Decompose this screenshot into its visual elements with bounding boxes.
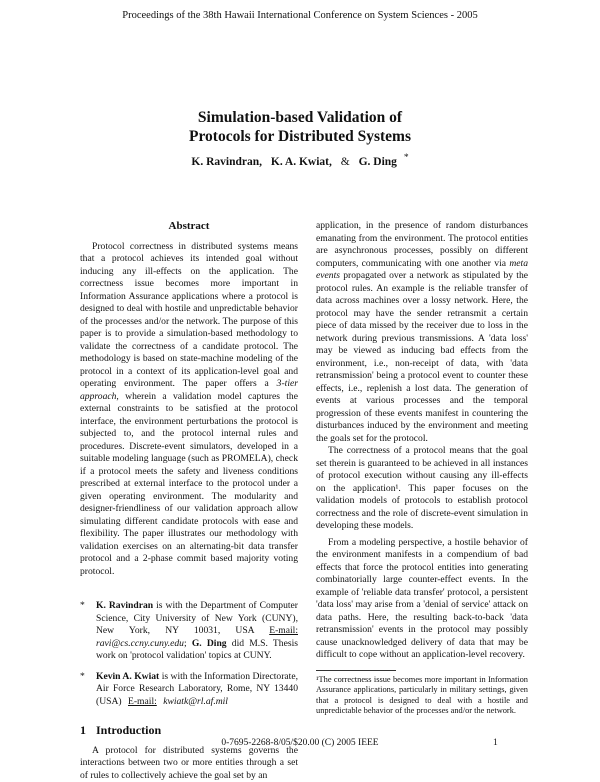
- isbn-footer: 0-7695-2268-8/05/$20.00 (C) 2005 IEEE: [0, 738, 600, 748]
- right-paragraph-2: The correctness of a protocol means that the goal set therein is guaranteed to be achieved in all instances of protocol execution without causing any ill-effects on the application¹. This paper focuses on the validation models of protocols to establish protocol correctness and the role of discrete-event simulation in developing these models.: [316, 445, 528, 533]
- author-kwiat: K. A. Kwiat,: [271, 156, 332, 168]
- left-column: [80, 220, 298, 782]
- page-number: 1: [493, 738, 498, 748]
- footnote: ¹The correctness issue becomes more important in Information Assurance applications, particularly in military settings, given that a protocol is designed to deal with a hostile and unpredictable behavior of the processes and/or the network.: [316, 675, 528, 717]
- title-line-1: Simulation-based Validation of: [0, 108, 600, 127]
- affiliation-star: *: [80, 671, 96, 709]
- abstract-paragraph: Protocol correctness in distributed systems means that a protocol achieves its intended goal without inducing any ill-effects on the application. The correctness issue becomes more important in Information Assurance applications where a protocol is designed to deal with hostile and unpredictable behavior of the processes and/or the network. The purpose of this paper is to provide a simulation-based methodology to validate the correctness of a candidate protocol. The methodology is based on state-machine modeling of the protocol in a context of its application-level goal and operating environment. The paper offers a 3-tier approach, wherein a validation model captures the external constraints to be satisfied at the protocol interface, the environment perturbations the protocol is subjected to, and the protocol internal rules and procedures. Discrete-event simulators, developed in a suitable modeling language (such as PROMELA), check if a protocol meets the safety and liveness conditions prescribed at external interface to the protocol under a given operating environment. The modularity and designer-friendliness of our validation approach allow simulating different candidate protocols with ease and flexibility. The paper illustrates our methodology with validation exercises on an alternating-bit data transfer protocol and a 2-phase commit based majority voting protocol.: [80, 241, 298, 579]
- author-ding: G. Ding: [359, 156, 397, 168]
- email-label: E-mail:: [269, 625, 298, 636]
- affiliation-text: K. Ravindran is with the Department of Computer Science, City University of New York (CUNY), New York, NY 10031, USA E-mail: ravi@cs.ccny.cuny.edu; G. Ding did M.S. Thesis work on 'protocol validation' topics at CUNY.: [96, 600, 298, 663]
- section-number: 1: [80, 723, 86, 737]
- right-paragraph-1: application, in the presence of random disturbances emanating from the environment. The protocol entities are asynchronous processes, possibly on different computers, communicating with one another via meta events propagated over a network as stipulated by the protocol rules. An example is the reliable transfer of data across machines over a lossy network. Here, the protocol may have the sender retransmit a certain piece of data missed by the receiver due to loss in the network during previous transmissions. A 'data loss' may be viewed as inducing bad effects from the environment, i.e., non-receipt of data, with 'data retransmission' being a protocol event to counter these effects, i.e., replenish a lost data. The generation of events at various processes and the temporal progression of these events manifest in countering the disturbances induced by the environment and meeting the goals set for the protocol.: [316, 220, 528, 445]
- abstract-heading: Abstract: [80, 220, 298, 233]
- email-label: E-mail:: [128, 696, 157, 707]
- abstract-emphasis: 3-tier approach: [80, 378, 298, 402]
- affiliation-ravindran: [80, 600, 298, 663]
- paper-title: [0, 108, 600, 146]
- author-list: [0, 152, 600, 168]
- author-ampersand: &: [341, 156, 350, 168]
- author-footnote-mark: *: [404, 152, 409, 163]
- footnote-rule: [316, 670, 396, 671]
- affiliation-kwiat: [80, 671, 298, 709]
- proceedings-header: Proceedings of the 38th Hawaii International Conference on System Sciences - 2005: [0, 10, 600, 21]
- intro-paragraph: A protocol for distributed systems governs the interactions between two or more entities through a set of rules to collectively achieve the goal set by an: [80, 745, 298, 782]
- affiliation-star: *: [80, 600, 96, 663]
- title-line-2: Protocols for Distributed Systems: [0, 127, 600, 146]
- right-paragraph-3: From a modeling perspective, a hostile behavior of the environment manifests in a compendium of bad effects that force the protocol entities into generating combinatorially large counter-effect events. In the example of 'reliable data transfer' protocol, a persistent 'data loss' may arise from a 'denial of service' attack on data paths. Here, the resulting back-to-back 'data retransmission' events in the protocol may possibly cause unacknowledged delivery of data that may be difficult to cope without an application-level recovery.: [316, 537, 528, 662]
- intro-heading: 1 Introduction: [80, 724, 298, 737]
- affiliation-text: Kevin A. Kwiat is with the Information Directorate, Air Force Research Laboratory, Rome, NY 13440 (USA) E-mail: kwiatk@rl.af.mil: [96, 671, 298, 709]
- author-ravindran: K. Ravindran,: [191, 156, 262, 168]
- right-column: [316, 220, 528, 717]
- email-kwiat[interactable]: kwiatk@rl.af.mil: [163, 696, 228, 707]
- email-ravindran[interactable]: ravi@cs.ccny.cuny.edu: [96, 638, 184, 649]
- meta-events-emphasis: meta events: [316, 258, 528, 282]
